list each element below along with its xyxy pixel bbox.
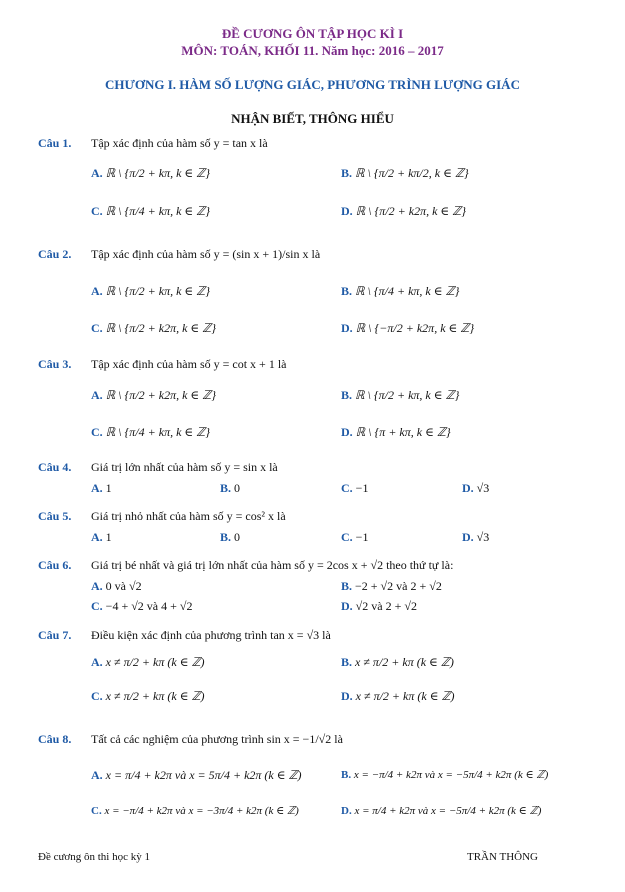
question-number: Câu 4. xyxy=(38,460,72,474)
option-a: A. ℝ \ {π/2 + kπ, k ∈ ℤ} xyxy=(91,166,211,180)
question-number: Câu 7. xyxy=(38,628,72,642)
option-a: A. ℝ \ {π/2 + k2π, k ∈ ℤ} xyxy=(91,388,217,402)
question-text: Tập xác định của hàm số y = cot x + 1 là xyxy=(91,357,287,371)
question-number: Câu 1. xyxy=(38,136,72,150)
question-text: Giá trị bé nhất và giá trị lớn nhất của hàm số y = 2cos x + √2 theo thứ tự là: xyxy=(91,558,454,572)
option-c: C. ℝ \ {π/4 + kπ, k ∈ ℤ} xyxy=(91,425,211,439)
option-b: B. ℝ \ {π/4 + kπ, k ∈ ℤ} xyxy=(341,284,460,298)
option-c: C. ℝ \ {π/4 + kπ, k ∈ ℤ} xyxy=(91,204,211,218)
question-text: Tập xác định của hàm số y = (sin x + 1)/sin x là xyxy=(91,247,321,261)
option-a: A. 0 và √2 xyxy=(91,579,142,593)
option-d: D. ℝ \ {−π/2 + k2π, k ∈ ℤ} xyxy=(341,321,475,335)
option-a: A. x = π/4 + k2π và x = 5π/4 + k2π (k ∈ ℤ) xyxy=(91,768,302,782)
option-c: C. −1 xyxy=(341,530,369,544)
option-d: D. √3 xyxy=(462,530,490,544)
option-c: C. ℝ \ {π/2 + k2π, k ∈ ℤ} xyxy=(91,321,217,335)
option-b: B. x = −π/4 + k2π và x = −5π/4 + k2π (k ∈ ℤ) xyxy=(341,769,549,781)
chapter-heading: CHƯƠNG I. HÀM SỐ LƯỢNG GIÁC, PHƯƠNG TRÌNH LƯỢNG GIÁC xyxy=(105,77,520,92)
doc-title: ĐỀ CƯƠNG ÔN TẬP HỌC KÌ I xyxy=(221,26,404,41)
option-c: C. x = −π/4 + k2π và x = −3π/4 + k2π (k ∈ ℤ) xyxy=(91,805,299,817)
option-c: C. −4 + √2 và 4 + √2 xyxy=(91,599,193,613)
option-d: D. √3 xyxy=(462,481,490,495)
option-b: B. 0 xyxy=(220,481,241,495)
footer-left: Đề cương ôn thi học kỳ 1 xyxy=(38,851,150,863)
option-b: B. x ≠ π/2 + kπ (k ∈ ℤ) xyxy=(341,655,454,669)
question-number: Câu 6. xyxy=(38,558,72,572)
option-c: C. x ≠ π/2 + kπ (k ∈ ℤ) xyxy=(91,689,205,703)
question-text: Tất cả các nghiệm của phương trình sin x = −1/√2 là xyxy=(91,732,343,746)
option-b: B. ℝ \ {π/2 + kπ/2, k ∈ ℤ} xyxy=(341,166,469,180)
option-a: A. 1 xyxy=(91,481,112,495)
footer-right: TRẦN THÔNG xyxy=(467,851,538,863)
option-d: D. √2 và 2 + √2 xyxy=(341,599,417,613)
question-text: Tập xác định của hàm số y = tan x là xyxy=(91,136,268,150)
option-a: A. x ≠ π/2 + kπ (k ∈ ℤ) xyxy=(91,655,205,669)
option-d: D. x ≠ π/2 + kπ (k ∈ ℤ) xyxy=(341,689,455,703)
option-b: B. −2 + √2 và 2 + √2 xyxy=(341,579,442,593)
option-a: A. 1 xyxy=(91,530,112,544)
option-b: B. ℝ \ {π/2 + kπ, k ∈ ℤ} xyxy=(341,388,460,402)
question-number: Câu 3. xyxy=(38,357,72,371)
option-c: C. −1 xyxy=(341,481,369,495)
option-d: D. x = π/4 + k2π và x = −5π/4 + k2π (k ∈ ℤ) xyxy=(341,805,542,817)
option-a: A. ℝ \ {π/2 + kπ, k ∈ ℤ} xyxy=(91,284,211,298)
option-d: D. ℝ \ {π/2 + k2π, k ∈ ℤ} xyxy=(341,204,467,218)
question-text: Điều kiện xác định của phương trình tan x = √3 là xyxy=(91,628,331,642)
question-text: Giá trị lớn nhất của hàm số y = sin x là xyxy=(91,460,278,474)
question-number: Câu 8. xyxy=(38,732,72,746)
question-number: Câu 2. xyxy=(38,247,72,261)
section-heading: NHẬN BIẾT, THÔNG HIỂU xyxy=(231,111,394,126)
option-b: B. 0 xyxy=(220,530,241,544)
doc-subtitle: MÔN: TOÁN, KHỐI 11. Năm học: 2016 – 2017 xyxy=(181,43,444,58)
question-text: Giá trị nhỏ nhất của hàm số y = cos² x là xyxy=(91,509,286,523)
question-number: Câu 5. xyxy=(38,509,72,523)
option-d: D. ℝ \ {π + kπ, k ∈ ℤ} xyxy=(341,425,451,439)
